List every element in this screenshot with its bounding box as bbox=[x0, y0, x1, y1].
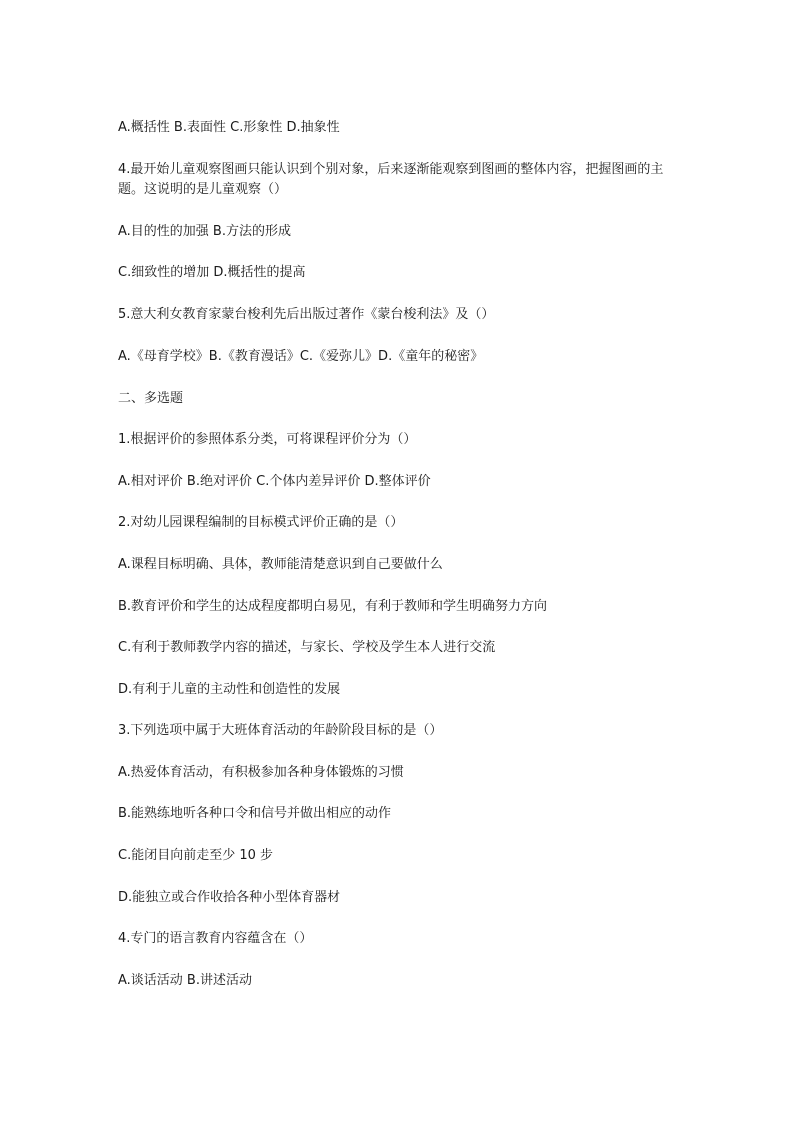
mc-question-2-option-b: B.教育评价和学生的达成程度都明白易见，有利于教师和学生明确努力方向 bbox=[118, 599, 548, 614]
mc-question-3-option-c: C.能闭目向前走至少 10 步 bbox=[118, 848, 274, 863]
mc-question-3-option-d: D.能独立或合作收拾各种小型体育器材 bbox=[118, 890, 341, 905]
question-4-options-ab: A.目的性的加强 B.方法的形成 bbox=[118, 224, 291, 239]
question-3-options: A.概括性 B.表面性 C.形象性 D.抽象性 bbox=[118, 120, 340, 135]
mc-question-3-option-a: A.热爱体育活动，有积极参加各种身体锻炼的习惯 bbox=[118, 765, 404, 780]
mc-question-3-option-b: B.能熟练地听各种口令和信号并做出相应的动作 bbox=[118, 806, 392, 821]
question-4-options-cd: C.细致性的增加 D.概括性的提高 bbox=[118, 265, 306, 280]
mc-question-4-stem: 4.专门的语言教育内容蕴含在（） bbox=[118, 931, 313, 946]
question-5-stem: 5.意大利女教育家蒙台梭利先后出版过著作《蒙台梭利法》及（） bbox=[118, 307, 495, 322]
question-5-options: A.《母育学校》B.《教育漫话》C.《爱弥儿》D.《童年的秘密》 bbox=[118, 349, 484, 364]
mc-question-2-option-d: D.有利于儿童的主动性和创造性的发展 bbox=[118, 682, 341, 697]
section-heading-multiple-choice: 二、多选题 bbox=[118, 391, 184, 406]
mc-question-2-option-c: C.有利于教师教学内容的描述，与家长、学校及学生本人进行交流 bbox=[118, 640, 496, 655]
mc-question-4-options: A.谈话活动 B.讲述活动 bbox=[118, 973, 252, 988]
mc-question-2-option-a: A.课程目标明确、具体，教师能清楚意识到自己要做什么 bbox=[118, 557, 443, 572]
mc-question-1-options: A.相对评价 B.绝对评价 C.个体内差异评价 D.整体评价 bbox=[118, 474, 431, 489]
mc-question-3-stem: 3.下列选项中属于大班体育活动的年龄阶段目标的是（） bbox=[118, 723, 443, 738]
mc-question-2-stem: 2.对幼儿园课程编制的目标模式评价正确的是（） bbox=[118, 515, 404, 530]
mc-question-1-stem: 1.根据评价的参照体系分类，可将课程评价分为（） bbox=[118, 432, 417, 447]
question-4-stem: 4.最开始儿童观察图画只能认识到个别对象，后来逐渐能观察到图画的整体内容，把握图画的主题。这说明的是儿童观察（） bbox=[118, 162, 664, 197]
